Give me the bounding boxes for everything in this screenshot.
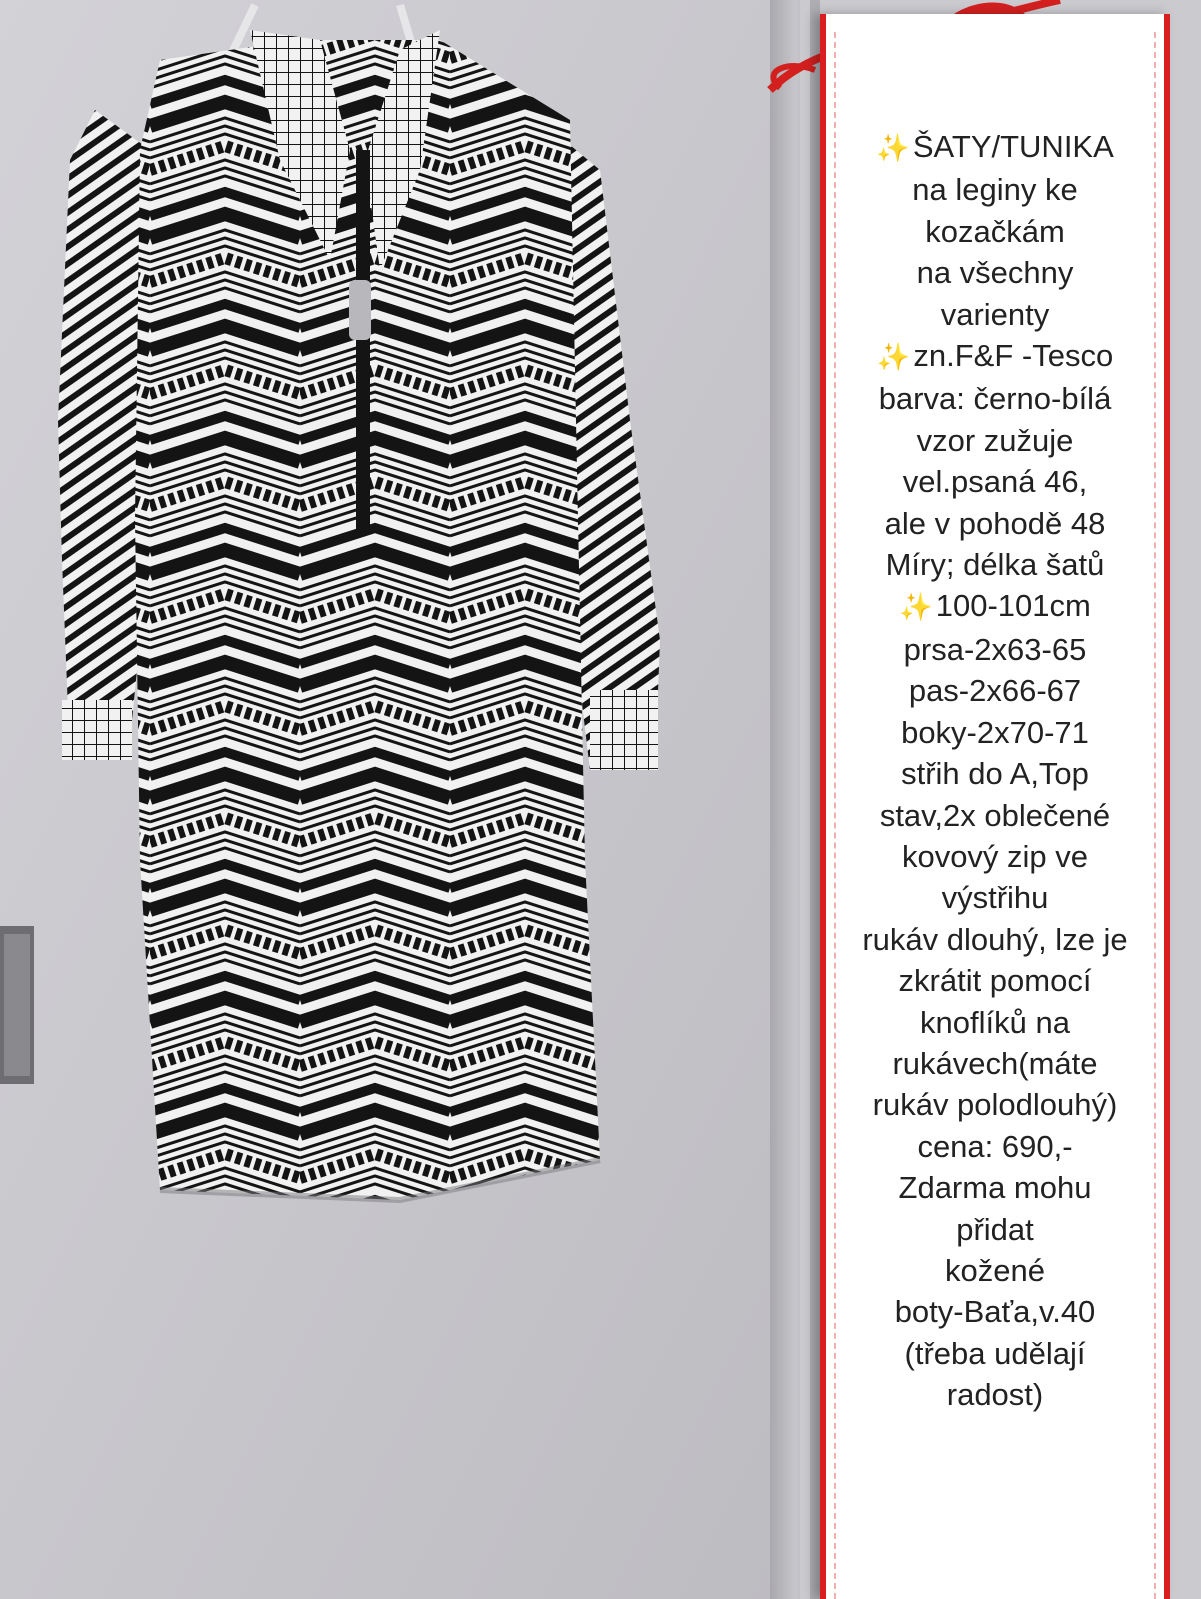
- listing-line-text: ale v pohodě 48: [884, 505, 1106, 541]
- listing-line-text: ŠATY/TUNIKA: [912, 129, 1114, 164]
- listing-line-text: výstřihu: [941, 880, 1049, 916]
- listing-line: [826, 169, 1164, 210]
- listing-line-text: vzor zužuje: [916, 422, 1074, 458]
- listing-line: [826, 461, 1164, 502]
- listing-line: [826, 585, 1164, 628]
- listing-line-text: zkrátit pomocí: [898, 963, 1092, 999]
- listing-line-text: rukávech(máte: [892, 1045, 1098, 1081]
- listing-line-text: cena: 690,-: [917, 1128, 1073, 1164]
- listing-line-text: (třeba udělají: [904, 1335, 1086, 1371]
- listing-line-text: varienty: [940, 296, 1050, 332]
- sparkles-icon: ✨: [876, 133, 910, 163]
- listing-line: [826, 1043, 1164, 1084]
- listing-line: [826, 420, 1164, 461]
- listing-line: [826, 211, 1164, 252]
- listing-line-text: stav,2x oblečené: [879, 797, 1111, 833]
- listing-line: [826, 1291, 1164, 1332]
- listing-line: [826, 252, 1164, 293]
- listing-line-text: radost): [946, 1377, 1044, 1413]
- listing-line-text: zn.F&F -Tesco: [913, 338, 1114, 374]
- listing-line: [826, 919, 1164, 960]
- listing-line: [826, 544, 1164, 585]
- listing-line: [826, 1209, 1164, 1250]
- listing-line: [826, 877, 1164, 918]
- listing-line: [826, 960, 1164, 1001]
- listing-line-text: pas-2x66-67: [908, 673, 1082, 709]
- listing-line: [826, 1250, 1164, 1291]
- listing-line-text: barva: černo-bílá: [878, 381, 1112, 417]
- listing-line: [826, 629, 1164, 670]
- listing-line-text: na všechny: [916, 255, 1074, 291]
- sparkles-icon: ✨: [876, 342, 911, 373]
- listing-line-text: střih do A,Top: [901, 756, 1089, 792]
- listing-line: [826, 1374, 1164, 1415]
- listing-line-text: kožené: [945, 1252, 1045, 1288]
- listing-line-text: rukáv polodlouhý): [872, 1087, 1118, 1123]
- listing-description: [826, 126, 1164, 1416]
- sparkles-icon: ✨: [899, 592, 933, 623]
- listing-line: [826, 712, 1164, 753]
- listing-line-text: Zdarma mohu: [898, 1170, 1092, 1206]
- listing-line: [826, 795, 1164, 836]
- listing-line-text: boky-2x70-71: [901, 714, 1089, 750]
- listing-line: [826, 753, 1164, 794]
- listing-line-text: na leginy ke: [912, 172, 1078, 208]
- listing-line-text: boty-Baťa,v.40: [894, 1294, 1096, 1330]
- listing-line: [826, 1084, 1164, 1125]
- listing-line: [826, 126, 1164, 169]
- listing-line-text: 100-101cm: [935, 588, 1091, 624]
- listing-line: [826, 1126, 1164, 1167]
- listing-line: [826, 503, 1164, 544]
- listing-line: [826, 1167, 1164, 1208]
- listing-line-text: kozačkám: [925, 213, 1065, 249]
- listing-line: [826, 1333, 1164, 1374]
- listing-line: [826, 836, 1164, 877]
- listing-line: [826, 335, 1164, 378]
- listing-line-text: vel.psaná 46,: [902, 464, 1088, 500]
- door-handle-plate: [0, 926, 34, 1084]
- listing-line: [826, 1002, 1164, 1043]
- listing-line-text: prsa-2x63-65: [903, 631, 1087, 667]
- listing-line: [826, 294, 1164, 335]
- listing-line: [826, 670, 1164, 711]
- listing-line: [826, 378, 1164, 419]
- listing-line-text: přidat: [956, 1211, 1034, 1247]
- listing-line-text: rukáv dlouhý, lze je: [862, 921, 1128, 957]
- listing-line-text: kovový zip ve: [901, 838, 1089, 874]
- listing-line-text: knoflíků na: [920, 1004, 1070, 1040]
- listing-card: [820, 14, 1170, 1599]
- listing-line-text: Míry; délka šatů: [885, 547, 1105, 583]
